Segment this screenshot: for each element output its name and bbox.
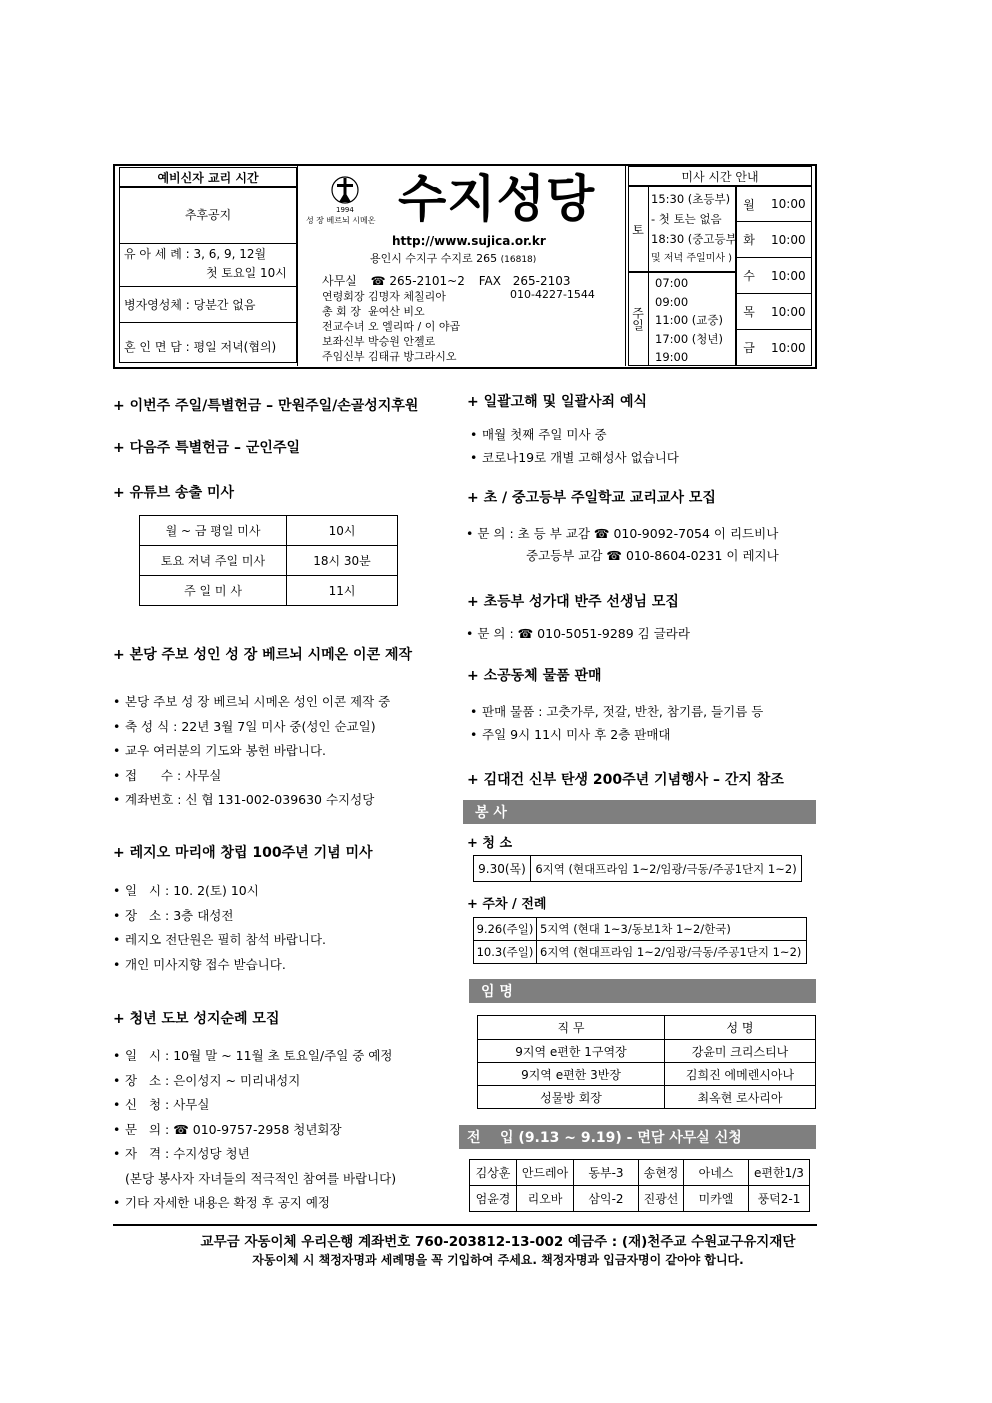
appoint-role: 9지역 e편한 3반장 [478, 1063, 665, 1086]
sunday-time: 11:00 (교중) [655, 313, 723, 327]
staff-role: 총 회 장 [322, 305, 361, 318]
list-item: • 코로나19로 개별 고해성사 없습니다 [470, 450, 679, 465]
staff-row [322, 318, 595, 333]
staff-role: 주임신부 [322, 350, 365, 363]
table-row [470, 1186, 810, 1212]
mass-time: 10시 [287, 516, 398, 546]
youtube-mass-title: + 유튜브 송출 미사 [113, 485, 235, 501]
staff-role: 전교수녀 [322, 320, 365, 333]
catechumen-title: 예비신자 교리 시간 [119, 167, 297, 187]
weekday-row [736, 222, 812, 258]
item-text: 계좌번호 : 신 협 131-002-039630 수지성당 [125, 792, 375, 807]
appoint-role: 성물방 회장 [478, 1086, 665, 1109]
transfer-bar: 전 입 (9.13 ~ 9.19) - 면담 사무실 신청 [459, 1125, 816, 1149]
list-item: • 기타 자세한 내용은 확정 후 공지 예정 [113, 1195, 330, 1210]
staff-role: 보좌신부 [322, 335, 365, 348]
item-text: 코로나19로 개별 고해성사 없습니다 [482, 450, 679, 465]
item-text: 장 소 : 은이성지 ~ 미리내성지 [125, 1072, 301, 1088]
list-item: • 장 소 : 은이성지 ~ 미리내성지 [113, 1072, 301, 1088]
cleaning-title: + 청 소 [467, 836, 513, 851]
list-item: • 교우 여러분의 기도와 봉헌 바랍니다. [113, 743, 326, 758]
transfer-cell: 리오바 [517, 1186, 574, 1212]
saturday-time: 15:30 (초등부) [651, 192, 731, 206]
item-text: 신 청 : 사무실 [125, 1097, 210, 1112]
infant-baptism-time: 첫 토요일 10시 [206, 266, 287, 280]
weekday-label: 수 [743, 269, 755, 283]
item-text: 축 성 식 : 22년 3월 7일 미사 중(성인 순교일) [125, 718, 376, 734]
staff-name: 김명자 체칠리아 [368, 290, 446, 303]
sunday-label: 주일 [628, 272, 649, 366]
table-row [140, 546, 398, 576]
item-text: 교우 여러분의 기도와 봉헌 바랍니다. [125, 743, 326, 758]
list-item: • 본당 주보 성 장 베르뇌 시메온 성인 이콘 제작 중 [113, 694, 391, 709]
logo-year: 1994 [336, 206, 354, 214]
list-item: • 일 시 : 10. 2(토) 10시 [113, 883, 259, 898]
church-url[interactable]: http://www.sujica.or.kr [392, 234, 546, 248]
transfer-cell: 삼익-2 [574, 1186, 639, 1212]
table-header: 직 무 [478, 1016, 665, 1040]
office-contact [322, 272, 571, 289]
list-item [113, 1167, 396, 1192]
item-text: 본당 주보 성 장 베르뇌 시메온 성인 이콘 제작 중 [125, 694, 391, 709]
staff-name: 박승원 안젤로 [368, 335, 436, 348]
transfer-cell: 풍덕2-1 [749, 1186, 810, 1212]
parking-table [473, 917, 807, 964]
tithe-transfer-info: 교무금 자동이체 우리은행 계좌번호 760-203812-13-002 예금주 : (재)천주교 수원교구유지재단 [200, 1234, 796, 1250]
transfer-cell: 엄윤경 [470, 1186, 517, 1212]
list-item: • 자 격 : 수지성당 청년 [113, 1146, 250, 1161]
divider [119, 286, 297, 287]
weekday-label: 화 [743, 233, 755, 247]
weekday-row [736, 258, 812, 294]
table-row [474, 856, 802, 882]
church-address [370, 250, 536, 266]
mass-time: 11시 [287, 576, 398, 606]
item-text: 매월 첫째 주일 미사 중 [482, 427, 607, 442]
office-label: 사무실 [322, 274, 357, 288]
tithe-transfer-note: 자동이체 시 책정자명과 세례명을 꼭 기입하여 주세요. 책정자명과 입금자명이 같아야 합니다. [252, 1253, 744, 1267]
table-row [478, 1016, 816, 1040]
appointment-bar: 임 명 [469, 979, 816, 1003]
table-row [478, 1063, 816, 1086]
item-text: 문 의 : ☎ 010-9757-2958 청년회장 [125, 1121, 342, 1137]
table-row [140, 576, 398, 606]
weekday-time: 10:00 [771, 232, 806, 247]
parking-title: + 주차 / 전례 [467, 897, 547, 912]
church-name: 수지성당 [398, 170, 596, 228]
table-row [470, 1160, 810, 1186]
mass-label: 주 일 미 사 [140, 576, 287, 606]
staff-row [322, 288, 595, 303]
appointment-table [477, 1015, 816, 1109]
staff-list [322, 288, 595, 363]
item-text: 개인 미사지향 접수 받습니다. [125, 956, 286, 972]
community-sale-title: + 소공동체 물품 판매 [467, 668, 602, 684]
general-confession-list [470, 423, 679, 469]
weekday-time: 10:00 [771, 340, 806, 355]
list-item: • 장 소 : 3층 대성전 [113, 907, 234, 923]
table-header: 성 명 [665, 1016, 816, 1040]
fax-label: FAX [478, 274, 501, 288]
list-item: • 일 시 : 10월 말 ~ 11월 초 토요일/주일 중 예정 [113, 1048, 393, 1063]
cleaning-table [473, 855, 802, 882]
staff-name: 김태규 방그라시오 [368, 350, 457, 363]
transfer-cell: 동부-3 [574, 1160, 639, 1186]
sunday-times [655, 274, 723, 367]
logo-caption: 성 장 베르뇌 시메온 [306, 216, 376, 225]
staff-row [322, 303, 595, 318]
weekday-label: 목 [743, 305, 755, 319]
staff-name: 오 엘리따 / 이 야곱 [368, 320, 461, 333]
item-text: 레지오 전단원은 필히 참석 바랍니다. [125, 932, 326, 947]
youth-pilgrimage-list [113, 1044, 396, 1216]
saturday-time: 18:30 (중고등부 [651, 232, 737, 246]
weekday-times [736, 186, 812, 366]
special-collection-next-week: + 다음주 특별헌금 – 군인주일 [113, 440, 300, 456]
footer-rule [113, 1224, 817, 1226]
list-item: • 판매 물품 : 고춧가루, 젓갈, 반찬, 참기름, 들기름 등 [470, 704, 764, 719]
transfer-cell: 진광선 [639, 1186, 684, 1212]
weekday-row [736, 330, 812, 366]
sunday-time: 07:00 [655, 276, 689, 290]
mass-times-title: 미사 시간 안내 [628, 166, 812, 186]
appoint-name: 강윤미 크리스티나 [665, 1040, 816, 1063]
item-text: 장 소 : 3층 대성전 [125, 907, 234, 923]
item-text: 기타 자세한 내용은 확정 후 공지 예정 [125, 1195, 330, 1210]
item-text: 주일 9시 11시 미사 후 2층 판매대 [482, 727, 671, 742]
transfer-cell: 미카엘 [684, 1186, 749, 1212]
staff-row [322, 348, 595, 363]
icon-production-title: + 본당 주보 성인 성 장 베르뇌 시메온 이콘 제작 [113, 647, 413, 663]
appoint-role: 9지역 e편한 1구역장 [478, 1040, 665, 1063]
sunday-time: 09:00 [655, 294, 689, 309]
list-item: • 레지오 전단원은 필히 참석 바랍니다. [113, 932, 326, 947]
service-desc: 6지역 (현대프라임 1~2/임광/극동/주공1단지 1~2) [531, 856, 802, 882]
weekday-label: 월 [743, 197, 755, 212]
legio-mass-list [113, 879, 326, 977]
service-date: 9.26(주일) [474, 918, 537, 941]
staff-role: 연령회장 [322, 290, 365, 303]
service-desc: 6지역 (현대프라임 1~2/임광/극동/주공1단지 1~2) [537, 941, 807, 964]
teacher-recruit-contact-1: • 문 의 : 초 등 부 교감 ☎ 010-9092-7054 이 리드비나 [466, 526, 779, 541]
list-item: • 축 성 식 : 22년 3월 7일 미사 중(성인 순교일) [113, 718, 376, 734]
list-item: • 신 청 : 사무실 [113, 1097, 210, 1112]
item-text: 접 수 : 사무실 [125, 767, 222, 783]
youtube-mass-table [139, 515, 398, 606]
weekday-label: 금 [743, 341, 755, 355]
table-row [474, 941, 807, 964]
service-date: 9.30(목) [474, 856, 531, 882]
item-note: (본당 봉사자 자녀들의 적극적인 참여를 바랍니다) [125, 1170, 397, 1186]
list-item: • 매월 첫째 주일 미사 중 [470, 427, 607, 442]
staff-row [322, 333, 595, 348]
saturday-time: 및 저녁 주일미사 ) [651, 253, 733, 264]
icon-production-list [113, 690, 390, 813]
marriage-interview: 혼 인 면 담 : 평일 저녁(협의) [124, 340, 277, 354]
sunday-time: 19:00 [655, 350, 689, 364]
teacher-recruit-contact-2: 중고등부 교감 ☎ 010-8604-0231 이 레지나 [526, 548, 779, 563]
sick-communion: 병자영성체 : 당분간 없음 [124, 298, 256, 312]
saturday-label: 토 [628, 186, 649, 272]
transfer-cell: 안드레아 [517, 1160, 574, 1186]
weekday-row [736, 294, 812, 330]
appoint-name: 최옥현 로사리아 [665, 1086, 816, 1109]
list-item: • 개인 미사지향 접수 받습니다. [113, 956, 286, 972]
appoint-name: 김희진 에메렌시아나 [665, 1063, 816, 1086]
list-item: • 계좌번호 : 신 협 131-002-039630 수지성당 [113, 792, 375, 807]
table-row [140, 516, 398, 546]
special-collection-this-week: + 이번주 주일/특별헌금 – 만원주일/손골성지후원 [113, 398, 419, 414]
mass-label: 토요 저녁 주일 미사 [140, 546, 287, 576]
accompanist-recruit-title: + 초등부 성가대 반주 선생님 모집 [467, 594, 679, 610]
staff-name: 윤여산 비오 [368, 305, 425, 318]
general-confession-title: + 일괄고해 및 일괄사죄 예식 [467, 394, 647, 410]
service-date: 10.3(주일) [474, 941, 537, 964]
postcode: (16818) [500, 255, 537, 265]
catechumen-notice: 추후공지 [184, 207, 232, 222]
phone-icon: ☎ [370, 274, 386, 288]
transfer-cell: 송현정 [639, 1160, 684, 1186]
transfer-table [469, 1159, 810, 1212]
youth-pilgrimage-title: + 청년 도보 성지순례 모집 [113, 1011, 280, 1027]
table-row [474, 918, 807, 941]
item-text: 판매 물품 : 고춧가루, 젓갈, 반찬, 참기름, 들기름 등 [482, 704, 764, 719]
mass-time: 18시 30분 [287, 546, 398, 576]
list-item: • 주일 9시 11시 미사 후 2층 판매대 [470, 727, 671, 742]
staff-phone: 010-4227-1544 [510, 288, 595, 301]
kim-daegeon-event-title: + 김대건 신부 탄생 200주년 기념행사 – 간지 참조 [467, 772, 784, 788]
office-phone: 265-2101~2 [389, 274, 465, 288]
accompanist-contact: • 문 의 : ☎ 010-5051-9289 김 글라라 [466, 626, 690, 641]
transfer-cell: 김상훈 [470, 1160, 517, 1186]
sunday-time: 17:00 (청년) [655, 331, 723, 346]
item-text: 일 시 : 10. 2(토) 10시 [125, 883, 259, 898]
legio-mass-title: + 레지오 마리애 창립 100주년 기념 미사 [113, 845, 373, 861]
table-row [478, 1086, 816, 1109]
item-text: 일 시 : 10월 말 ~ 11월 초 토요일/주일 중 예정 [125, 1048, 393, 1063]
transfer-cell: e편한1/3 [749, 1160, 810, 1186]
fax-number: 265-2103 [512, 274, 571, 288]
saturday-time: - 첫 토는 없음 [651, 212, 722, 226]
mass-label: 월 ~ 금 평일 미사 [140, 516, 287, 546]
infant-baptism: 유 아 세 례 : 3, 6, 9, 12월 [124, 247, 267, 261]
divider [119, 243, 297, 244]
saturday-times [651, 189, 737, 269]
table-row [478, 1040, 816, 1063]
community-sale-list [470, 700, 763, 746]
service-desc: 5지역 (현대 1~3/동보1차 1~2/한국) [537, 918, 807, 941]
address: 용인시 수지구 수지로 265 [370, 252, 498, 265]
weekday-row [736, 186, 812, 222]
service-bar: 봉 사 [463, 800, 816, 824]
teacher-recruit-title: + 초 / 중고등부 주일학교 교리교사 모집 [467, 490, 716, 506]
weekday-time: 10:00 [771, 268, 806, 283]
weekday-time: 10:00 [771, 197, 806, 211]
list-item: • 문 의 : ☎ 010-9757-2958 청년회장 [113, 1121, 342, 1137]
item-text: 자 격 : 수지성당 청년 [125, 1146, 250, 1161]
transfer-cell: 아네스 [684, 1160, 749, 1186]
list-item: • 접 수 : 사무실 [113, 767, 222, 783]
divider [119, 322, 297, 323]
weekday-time: 10:00 [771, 304, 806, 319]
